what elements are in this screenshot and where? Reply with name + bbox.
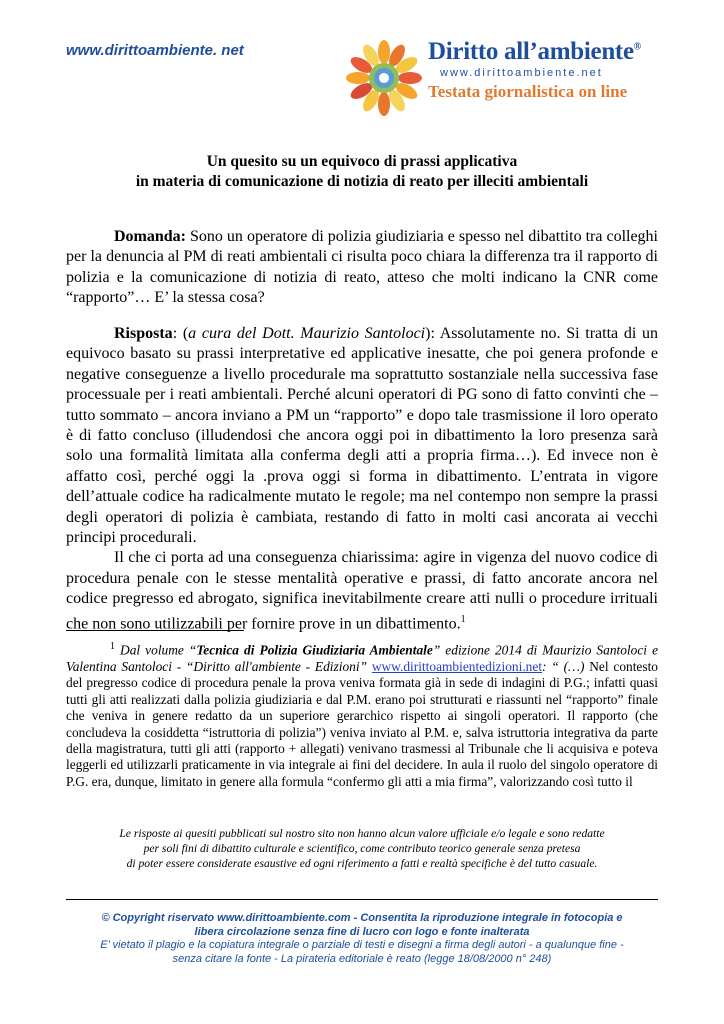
answer-pre: : ( [172, 325, 189, 342]
title-line-2: in materia di comunicazione di notizia di reato per illeciti ambientali [135, 173, 589, 190]
document-title [66, 152, 658, 192]
answer-paragraph-1 [66, 324, 658, 548]
logo-title-text: Diritto all’ambiente [428, 38, 634, 65]
logo-url: www.dirittoambiente.net [440, 67, 603, 79]
answer-post: ): [425, 325, 440, 342]
footnote [66, 639, 658, 790]
copyright-line-2: libera circolazione senza fine di lucro con logo e fonte inalterata [194, 925, 530, 938]
footnote-book-title: Tecnica di Polizia Giudiziaria Ambientale [196, 642, 433, 658]
site-url[interactable]: www.dirittoambiente. net [66, 42, 244, 59]
answer-text-2: Il che ci porta ad una conseguenza chiarissima: agire in vigenza del nuovo codice di procedura penale con le stesse mentalità operative e prassi, di fatto ancorate ancora nel codice pregresso ed abrogato, significa inevitabilmente creare atti nulli o procedure irrituali che non sono utilizzabili per fornire prove in un dibattimento. [66, 549, 658, 633]
footnote-reference[interactable]: 1 [460, 613, 466, 625]
question-block [66, 227, 658, 309]
footnote-mid: ” edizione 2014 di Maurizio Santoloci e Valentina Santoloci - “Diritto all'ambiente - Edizioni” [66, 642, 659, 674]
question-paragraph [66, 227, 658, 309]
sun-flower-logo-icon [344, 38, 424, 118]
footnote-separator [66, 630, 244, 631]
disclaimer [66, 826, 658, 871]
copyright-footer [66, 912, 658, 966]
footnote-link[interactable]: www.dirittoambientedizioni.net [371, 658, 543, 674]
question-text: Sono un operatore di polizia giudiziaria e spesso nel dibattito tra colleghi per la denuncia al PM di reati ambientali ci risulta poco chiara la differenza tra il rapporto di polizia e la comunicazione di notizia di reato, atteso che molti indicano la CNR come “rapporto”… E’ la stessa cosa? [66, 228, 658, 307]
footnote-intro: Dal volume “ [115, 642, 197, 658]
logo-tagline: Testata giornalistica on line [428, 82, 628, 101]
copyright-line-3: E’ vietato il plagio e la copiatura integrale o parziale di testi e disegni a firma degli autori - a qualunque fine - [100, 939, 624, 951]
footnote-quote-open: “ (…) [551, 658, 585, 674]
question-label: Domanda: [114, 228, 187, 245]
answer-text-1: Assolutamente no. Si tratta di un equivoco basato su prassi interpretative ed applicative inesatte, che poi genera profonde e negative conseguenze a livello procedurale ma soprattutto sostanziale nella successiva fase processuale per i reati ambientali. Perché alcuni operatori di PG sono di fatto convinti che – tutto sommato – ancora inviano a PM un “rapporto” e dopo tale trasmissione il loro operato è di fatto concluso (illudendosi che ancora oggi poi in dibattimento la loro presenza sarà solo una formalità limitata alla conferma degli atti a propria firma…). Ed invece non è affatto così, perché oggi la .prova oggi si forma in dibattimento. L’entrata in vigore dell’attuale codice ha radicalmente mutato le regole; ma nel contempo non sempre la prassi degli operatori di polizia è cambiata, restando di fatto in molti casi ancorata ai vecchi principi procedurali. [66, 325, 659, 547]
brand-logo [344, 38, 664, 118]
title-line-1: Un quesito su un equivoco di prassi applicativa [206, 153, 518, 170]
logo-title [428, 38, 641, 66]
footnote-text: Nel contesto del pregresso codice di procedura penale la prova veniva formata già in sede di indagini di P.G.; infatti quasi tutti gli atti realizzati dalla polizia giudiziaria e dal P.M. erano poi strutturati e riassunti nel “rapporto” finale che veniva in genere redatto da un superiore gerarchico rispetto ai singoli operatori. Il rapporto (che concludeva la cosiddetta “istruttoria di polizia”) veniva inviato al P.M. e, salva istruttoria integrativa da parte della magistratura, tutti gli atti (rapporto + allegati) venivano trasmessi al Tribunale che li acquisiva e poteva leggerli ed utilizzarli praticamente in via integrale ai fini del decidere. In aula il ruolo del singolo operatore di P.G. era, dunque, limitato in genere alla formula “confermo gli atti a mia firma”, valorizzando così tutto il [66, 658, 659, 789]
answer-block [66, 324, 658, 634]
footer-separator [66, 899, 658, 900]
copyright-line-1: © Copyright riservato www.dirittoambiente.com - Consentita la riproduzione integrale in fotocopia e [101, 912, 623, 924]
registered-mark: ® [633, 41, 641, 53]
copyright-line-4: senza citare la fonte - La pirateria editoriale è reato (legge 18/08/2000 n° 248) [172, 952, 552, 965]
answer-label: Risposta [114, 325, 173, 342]
answer-paragraph-2 [66, 548, 658, 634]
answer-author: a cura del Dott. Maurizio Santoloci [188, 325, 426, 342]
footnote-mark: 1 [110, 641, 115, 652]
footnote-colon: : [542, 658, 547, 674]
disclaimer-line-2: per soli fini di dibattito culturale e scientifico, come contributo teorico generale senza pretesa [143, 842, 581, 855]
disclaimer-line-1: Le risposte ai quesiti pubblicati sul nostro sito non hanno alcun valore ufficiale e/o legale e sono redatte [119, 827, 605, 840]
disclaimer-line-3: di poter essere considerate esaustive ed ogni riferimento a fatti e realtà specifiche è del tutto casuale. [126, 857, 598, 870]
